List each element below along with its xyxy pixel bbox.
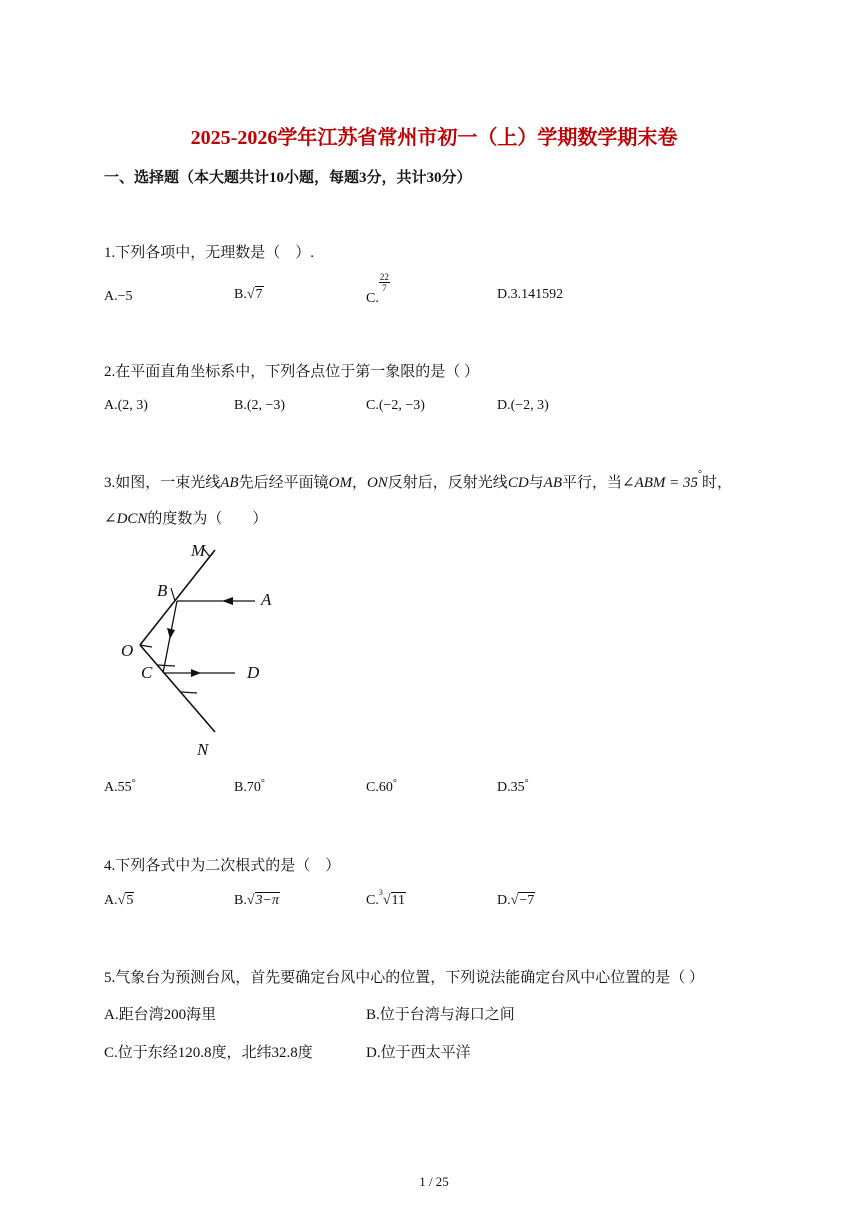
question-5-stem: 5.气象台为预测台风，首先要确定台风中心的位置，下列说法能确定台风中心位置的是（ ）	[104, 970, 705, 986]
q4-option-a[interactable]: A.√5	[104, 893, 134, 908]
question-3-stem: 3.如图，一束光线AB先后经平面镜OM，ON反射后，反射光线CD与AB平行，当∠ABM = 35°时，	[104, 469, 733, 491]
q1-option-a[interactable]: A.−5	[104, 289, 133, 304]
q5-option-c[interactable]: C.位于东经120.8度，北纬32.8度	[104, 1045, 313, 1061]
question-1-stem: 1.下列各项中，无理数是（ ）.	[104, 245, 315, 261]
q4-option-c[interactable]: C.$^3$√11	[366, 888, 406, 908]
q1-option-d[interactable]: D.3.141592	[497, 287, 564, 302]
label-o: O	[121, 641, 134, 660]
q5-option-d[interactable]: D.位于西太平洋	[366, 1045, 471, 1061]
label-a: A	[261, 590, 272, 609]
q3-option-d[interactable]: D.35°	[497, 778, 529, 795]
section-heading: 一、选择题（本大题共计10小题，每题3分，共计30分）	[104, 170, 472, 186]
question-3-stem-line2: ∠DCN的度数为（ ）	[104, 511, 268, 527]
q2-option-c[interactable]: C.(−2, −3)	[366, 398, 425, 413]
q4-option-b[interactable]: B.√3−π	[234, 893, 279, 908]
mirror-diagram	[115, 535, 285, 760]
q2-option-a[interactable]: A.(2, 3)	[104, 398, 148, 413]
label-n: N	[197, 740, 209, 759]
label-b: B	[157, 581, 168, 600]
q3-option-a[interactable]: A.55°	[104, 778, 136, 795]
question-4-stem: 4.下列各式中为二次根式的是（ ）	[104, 858, 341, 874]
q1-option-b[interactable]: B.√7	[234, 287, 263, 302]
q5-option-b[interactable]: B.位于台湾与海口之间	[366, 1007, 515, 1023]
page-title: 2025-2026学年江苏省常州市初一（上）学期数学期末卷	[190, 127, 678, 149]
question-2-stem: 2.在平面直角坐标系中，下列各点位于第一象限的是（ ）	[104, 364, 480, 380]
q3-option-c[interactable]: C.60°	[366, 778, 397, 795]
page-number: 1 / 25	[419, 1174, 449, 1189]
q1-option-c[interactable]: C. $\frac{22}{7}$	[366, 272, 389, 306]
label-c: C	[141, 663, 153, 682]
q4-option-d[interactable]: D.√−7	[497, 893, 535, 908]
label-d: D	[247, 663, 260, 682]
label-m: M	[191, 541, 206, 560]
q5-option-a[interactable]: A.距台湾200海里	[104, 1007, 217, 1023]
q2-option-d[interactable]: D.(−2, 3)	[497, 398, 549, 413]
q3-option-b[interactable]: B.70°	[234, 778, 265, 795]
q2-option-b[interactable]: B.(2, −3)	[234, 398, 286, 413]
